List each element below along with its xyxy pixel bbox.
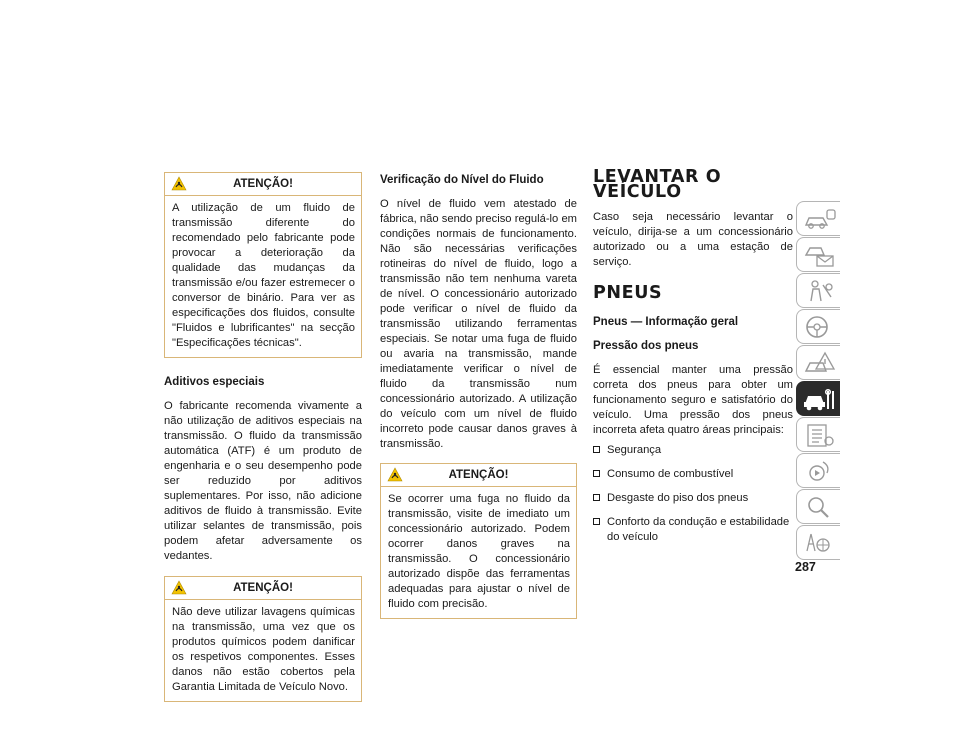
warning-header [381, 464, 576, 487]
specifications-list-icon [803, 423, 837, 448]
warning-text: A utilização de um fluido de transmissão diferente do recomendado pelo fabricante pode provocar a deterioração da qualidade das mudanças da transmissão e/ou fazer estremecer o conversor de binário. Para ver as especificações dos fluidos, consulte "Fluidos e lubrificantes" na secção "Especificações técnicas". [172, 202, 355, 349]
multimedia-icon [803, 459, 837, 484]
languages-icon [803, 531, 837, 556]
checkbox-square-icon [593, 518, 600, 525]
warning-box-fluid [164, 172, 362, 358]
warning-body [381, 487, 576, 618]
warning-box-chemicals [164, 576, 362, 702]
magnifier-index-icon [803, 495, 837, 520]
tab-chapter-5[interactable] [796, 345, 840, 380]
fluid-level-paragraph: O nível de fluido vem atestado de fábrica, não sendo preciso regulá-lo em condições normais de funcionamento. Não são necessárias verificações rotineiras do nível de fluido, logo a transmissão não tem nenhuma vareta de nível. O concessionário autorizado pode verificar o nível de fluido da transmissão utilizando ferramentas especiais. Se notar uma fuga de fluido ou avaria na transmissão, mande imediatamente verificar o nível de fluido da transmissão num concessionário autorizado. A utilização do veículo com um nível de fluido incorreto pode causar danos graves à transmissão. [380, 198, 577, 450]
tab-chapter-7[interactable] [796, 417, 840, 452]
tab-chapter-4[interactable] [796, 309, 840, 344]
tab-chapter-10[interactable] [796, 525, 840, 560]
checkbox-square-icon [593, 494, 600, 501]
tire-pressure-list [593, 443, 793, 545]
page-number: 287 [795, 560, 816, 574]
checkbox-square-icon [593, 446, 600, 453]
warning-title: ATENÇÃO! [448, 469, 509, 481]
additives-heading: Aditivos especiais [164, 376, 265, 388]
car-warning-icon [803, 351, 837, 376]
steering-wheel-icon [803, 315, 837, 340]
additives-paragraph: O fabricante recomenda vivamente a não utilização de aditivos especiais na transmissão. O fluido da transmissão automática (ATF) é um produto de engenharia e o seu desempenho pode ser reduzido por aditivos suplementares. Por isso, não adicione aditivos de fluido à transmissão. Evite utilizar selantes de transmissão, pois podem afetar adversamente os vedantes. [164, 400, 362, 562]
tires-general-heading: Pneus — Informação geral [593, 316, 739, 328]
fluid-level-heading: Verificação do Nível do Fluido [380, 174, 544, 186]
warning-triangle-icon [387, 467, 403, 482]
section-title-lifting: LEVANTAR O VEÍCULO [593, 167, 722, 202]
car-tools-icon [803, 387, 837, 412]
car-mail-icon [803, 243, 837, 268]
tab-chapter-8[interactable] [796, 453, 840, 488]
warning-text: Não deve utilizar lavagens químicas na transmissão, uma vez que os produtos químicos podem danificar os respetivos componentes. Esses danos não estão cobertos pela Garantia Limitada de Veículo Novo. [172, 606, 355, 693]
list-item: Consumo de combustível [593, 467, 793, 482]
car-info-icon [803, 207, 837, 232]
warning-header [165, 173, 361, 196]
warning-body [165, 196, 361, 357]
tab-chapter-1[interactable] [796, 201, 840, 236]
tab-chapter-2[interactable] [796, 237, 840, 272]
list-item: Conforto da condução e estabilidade do veículo [593, 515, 793, 545]
left-column [164, 172, 362, 702]
lifting-paragraph: Caso seja necessário levantar o veículo, dirija-se a um concessionário autorizado ou a uma estação de serviço. [593, 211, 793, 268]
right-column [593, 167, 793, 554]
section-title-tires: PNEUS [593, 283, 663, 303]
list-item: Segurança [593, 443, 793, 458]
warning-title: ATENÇÃO! [233, 582, 293, 594]
warning-triangle-icon [171, 580, 187, 595]
warning-header [165, 577, 361, 600]
warning-body [165, 600, 361, 701]
tab-chapter-3[interactable] [796, 273, 840, 308]
middle-column [380, 173, 577, 619]
list-item: Desgaste do piso dos pneus [593, 491, 793, 506]
tire-pressure-heading: Pressão dos pneus [593, 340, 699, 352]
tab-chapter-9[interactable] [796, 489, 840, 524]
warning-title: ATENÇÃO! [233, 178, 293, 190]
tire-pressure-paragraph: É essencial manter uma pressão correta dos pneus para obter um funcionamento seguro e satisfatório do veículo. Uma pressão dos pneus incorreta afeta quatro áreas principais: [593, 364, 793, 436]
checkbox-square-icon [593, 470, 600, 477]
warning-text: Se ocorrer uma fuga no fluido da transmissão, visite de imediato um concessionário autorizado. Podem ocorrer danos graves na transmissão. O concessionário autorizado dispõe das ferramentas adequadas para ajustar o nível de fluido com precisão. [388, 493, 570, 610]
car-safety-icon [803, 279, 837, 304]
warning-box-leak [380, 463, 577, 619]
tab-chapter-6[interactable] [796, 381, 840, 416]
warning-triangle-icon [171, 176, 187, 191]
